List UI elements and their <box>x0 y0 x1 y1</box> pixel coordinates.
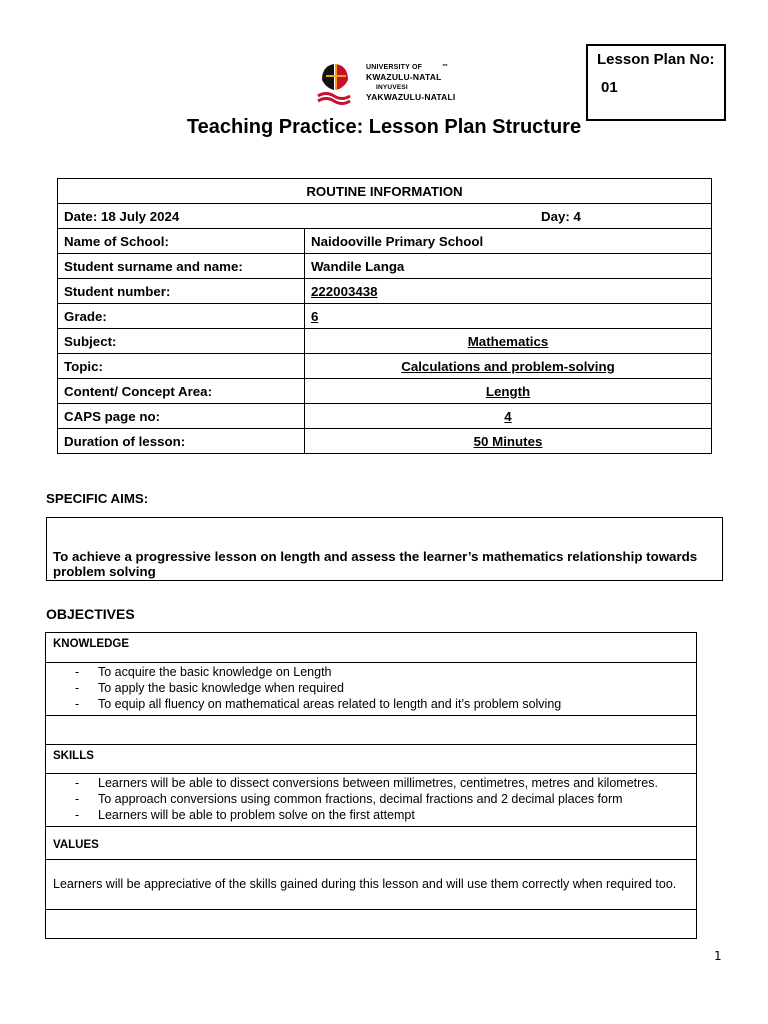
caps-page-value: 4 <box>305 404 712 429</box>
table-row <box>58 404 712 429</box>
routine-information-table <box>57 178 712 454</box>
grade-value: 6 <box>305 304 712 329</box>
subject-label: Subject: <box>58 329 305 354</box>
routine-heading: ROUTINE INFORMATION <box>58 179 712 204</box>
content-area-value: Length <box>305 379 712 404</box>
table-row <box>46 860 697 910</box>
grade-label: Grade: <box>58 304 305 329</box>
day-value: Day: 4 <box>541 208 581 224</box>
table-row <box>58 254 712 279</box>
caps-page-label: CAPS page no: <box>58 404 305 429</box>
table-row <box>58 204 712 229</box>
logo-trademark: ™ <box>442 64 449 70</box>
knowledge-label: KNOWLEDGE <box>53 638 130 650</box>
empty-cell <box>46 716 697 745</box>
values-label-cell <box>46 827 697 860</box>
specific-aims-text: To achieve a progressive lesson on length and assess the learner’s mathematics relationship towards problem solving <box>53 549 698 579</box>
logo-line-yakwazulu-natali: YAKWAZULU-NATALI <box>366 92 456 102</box>
table-row <box>46 910 697 939</box>
table-row <box>46 745 697 774</box>
table-row <box>58 354 712 379</box>
student-name-label: Student surname and name: <box>58 254 305 279</box>
list-item: - To approach conversions using common fractions, decimal fractions and 2 decimal places form <box>75 791 689 807</box>
topic-value: Calculations and problem-solving <box>305 354 712 379</box>
list-item: - To equip all fluency on mathematical areas related to length and it’s problem solving <box>75 696 689 712</box>
logo-line-inyuvesi: INYUVESI <box>376 84 408 91</box>
table-row <box>58 379 712 404</box>
specific-aims-box <box>46 517 723 581</box>
logo-line-university: UNIVERSITY OF <box>366 64 423 71</box>
lesson-plan-number-value: 01 <box>601 79 618 96</box>
content-area-label: Content/ Concept Area: <box>58 379 305 404</box>
values-text-cell <box>46 860 697 910</box>
table-row <box>58 329 712 354</box>
table-row <box>58 279 712 304</box>
objectives-table <box>45 632 697 939</box>
page-number: 1 <box>714 949 722 963</box>
knowledge-label-cell <box>46 633 697 663</box>
values-text: Learners will be appreciative of the skills gained during this lesson and will use them correctly when required too. <box>53 877 677 891</box>
empty-cell <box>46 910 697 939</box>
date-value: Date: 18 July 2024 <box>64 208 180 224</box>
values-label: VALUES <box>53 839 99 851</box>
student-name-value: Wandile Langa <box>305 254 712 279</box>
lesson-plan-number-box <box>586 44 726 121</box>
school-name-value: Naidooville Primary School <box>305 229 712 254</box>
lesson-plan-number-label: Lesson Plan No: <box>597 51 715 68</box>
list-item: - Learners will be able to dissect conversions between millimetres, centimetres, metres and kilometres. <box>75 775 689 791</box>
objectives-heading: OBJECTIVES <box>46 606 135 622</box>
logo-line-kwazulu-natal: KWAZULU-NATAL <box>366 72 442 82</box>
table-row <box>58 429 712 454</box>
skills-items-cell <box>46 774 697 827</box>
topic-label: Topic: <box>58 354 305 379</box>
table-row <box>46 827 697 860</box>
duration-label: Duration of lesson: <box>58 429 305 454</box>
school-name-label: Name of School: <box>58 229 305 254</box>
university-crest-icon <box>314 60 360 106</box>
list-item: - To acquire the basic knowledge on Length <box>75 664 689 680</box>
skills-list <box>53 775 689 823</box>
table-row <box>46 663 697 716</box>
university-logo <box>314 60 454 106</box>
document-title: Teaching Practice: Lesson Plan Structure <box>186 116 582 138</box>
table-row <box>58 304 712 329</box>
list-item: - To apply the basic knowledge when required <box>75 680 689 696</box>
knowledge-items-cell <box>46 663 697 716</box>
table-row <box>58 229 712 254</box>
student-number-value: 222003438 <box>305 279 712 304</box>
list-item: - Learners will be able to problem solve on the first attempt <box>75 807 689 823</box>
duration-value: 50 Minutes <box>305 429 712 454</box>
table-row <box>46 774 697 827</box>
skills-label: SKILLS <box>53 750 94 762</box>
specific-aims-heading: SPECIFIC AIMS: <box>46 491 149 506</box>
skills-label-cell <box>46 745 697 774</box>
subject-value: Mathematics <box>305 329 712 354</box>
table-row <box>46 633 697 663</box>
date-day-cell <box>58 204 712 229</box>
student-number-label: Student number: <box>58 279 305 304</box>
table-row <box>46 716 697 745</box>
knowledge-list <box>53 664 689 712</box>
table-row <box>58 179 712 204</box>
